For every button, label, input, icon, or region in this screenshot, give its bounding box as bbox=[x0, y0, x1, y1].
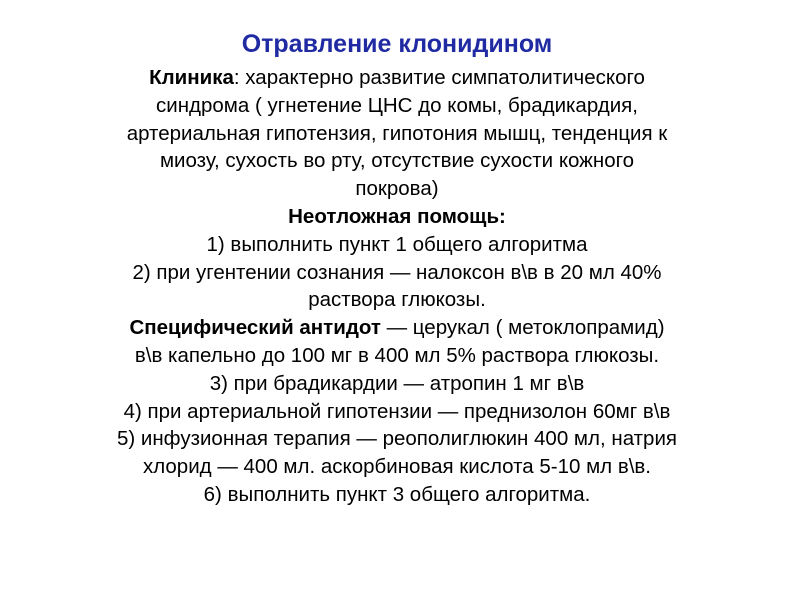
step-3: 3) при брадикардии — атропин 1 мг в\в bbox=[209, 371, 585, 395]
clinic-line-3: артериальная гипотензия, гипотония мышц, тенденция к bbox=[126, 121, 668, 145]
slide-body bbox=[30, 64, 764, 509]
step-2-line-1: 2) при угентении сознания — налоксон в\в в 20 мл 40% bbox=[132, 260, 662, 284]
clinic-line-4: миозу, сухость во рту, отсутствие сухости кожного bbox=[159, 149, 635, 173]
step-4: 4) при артериальной гипотензии — преднизолон 60мг в\в bbox=[123, 399, 671, 423]
antidote-label: Специфический антидот bbox=[129, 316, 381, 340]
step-2-line-2: раствора глюкозы. bbox=[308, 288, 486, 312]
step-1: 1) выполнить пункт 1 общего алгоритма bbox=[206, 232, 588, 256]
clinic-line-1-rest: : характерно развитие симпатолитического bbox=[233, 66, 645, 89]
antidote-line-1 bbox=[30, 314, 764, 342]
emergency-label: Неотложная помощь bbox=[288, 204, 500, 228]
emergency-colon: : bbox=[499, 204, 506, 228]
clinic-line-5: покрова) bbox=[355, 177, 439, 201]
antidote-line-2: в\в капельно до 100 мг в 400 мл 5% раствора глюкозы. bbox=[134, 343, 660, 367]
slide-title: Отравление клонидином bbox=[241, 30, 553, 58]
step-6: 6) выполнить пункт 3 общего алгоритма. bbox=[203, 482, 591, 506]
step-5-line-2: хлорид — 400 мл. аскорбиновая кислота 5-10 мл в\в. bbox=[142, 455, 652, 479]
emergency-heading bbox=[30, 203, 764, 231]
clinic-line-2: синдрома ( угнетение ЦНС до комы, брадикардия, bbox=[156, 93, 638, 117]
clinic-line-1 bbox=[30, 64, 764, 92]
clinic-label: Клиника bbox=[149, 66, 234, 89]
antidote-line-1-rest: — церукал ( метоклопрамид) bbox=[380, 316, 665, 340]
step-5-line-1: 5) инфузионная терапия — реополиглюкин 400 мл, натрия bbox=[116, 427, 677, 451]
